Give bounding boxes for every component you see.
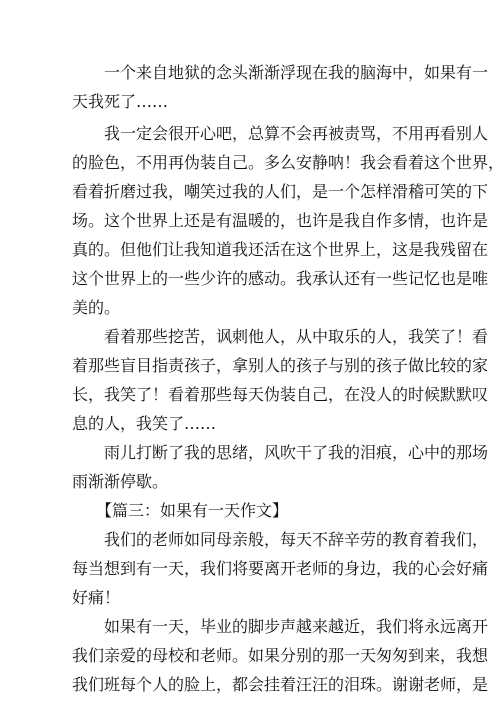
- paragraph-5-line-3: 好痛！: [72, 588, 121, 607]
- paragraph-3-line-1: 看着那些挖苦，讽刺他人，从中取乐的人，我笑了！看: [72, 327, 489, 346]
- paragraph-6-line-2: 我们亲爱的母校和老师。如果分别的那一天匆匆到来，我想: [72, 646, 489, 665]
- paragraph-3-line-3: 长，我笑了！看着那些每天伪装自己，在没人的时候默默叹: [72, 385, 489, 404]
- paragraph-2-line-4: 场。这个世界上还是有温暖的，也许是我自作多情，也许是: [72, 211, 489, 230]
- paragraph-2-line-2: 的脸色，不用再伪装自己。多么安静呐！我会看着这个世界，: [72, 153, 504, 172]
- paragraph-5-line-2: 每当想到有一天，我们将要离开老师的身边，我的心会好痛: [72, 559, 489, 578]
- paragraph-1-line-2: 天我死了……: [72, 92, 169, 111]
- paragraph-4-line-2: 雨渐渐停歇。: [72, 472, 169, 491]
- section-heading: 【篇三：如果有一天作文】: [72, 501, 289, 520]
- paragraph-2-line-7: 美的。: [72, 298, 121, 317]
- paragraph-2-line-5: 真的。但他们让我知道我还活在这个世界上，这是我残留在: [72, 240, 489, 259]
- paragraph-6-line-3: 我们班每个人的脸上，都会挂着汪汪的泪珠。谢谢老师，是: [72, 675, 489, 694]
- paragraph-5-line-1: 我们的老师如同母亲般，每天不辞辛劳的教育着我们，: [72, 530, 489, 549]
- paragraph-2-line-6: 这个世界上的一些少许的感动。我承认还有一些记忆也是唯: [72, 269, 489, 288]
- paragraph-2-line-3: 看着折磨过我，嘲笑过我的人们，是一个怎样滑稽可笑的下: [72, 182, 489, 201]
- paragraph-3-line-4: 息的人，我笑了……: [72, 414, 217, 433]
- paragraph-4-line-1: 雨儿打断了我的思绪，风吹干了我的泪痕，心中的那场: [72, 443, 489, 462]
- paragraph-2-line-1: 我一定会很开心吧，总算不会再被责骂，不用再看别人: [72, 124, 489, 143]
- paragraph-1-line-1: 一个来自地狱的念头渐渐浮现在我的脑海中，如果有一: [72, 63, 489, 82]
- paragraph-6-line-1: 如果有一天，毕业的脚步声越来越近，我们将永远离开: [72, 617, 489, 636]
- paragraph-3-line-2: 着那些盲目指责孩子，拿别人的孩子与别的孩子做比较的家: [72, 356, 489, 375]
